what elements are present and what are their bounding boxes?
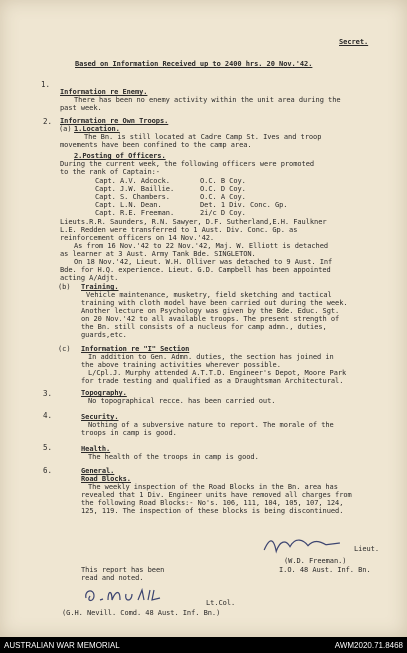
- section-1-title: Information re Enemy.: [60, 88, 148, 96]
- topography-title: Topography.: [81, 389, 127, 397]
- posting-paragraph-line: On 18 Nov.'42, Lieut. W.H. Olliver was detached to 9 Aust. Inf: [74, 258, 333, 266]
- road-blocks-line: the following Road Blocks:- No's. 106, 111, 104, 105, 107, 124,: [81, 499, 344, 507]
- subsection-a-label: (a): [59, 125, 72, 133]
- health-title: Health.: [81, 445, 111, 453]
- section-1-line: There has been no enemy activity within the unit area during the: [74, 96, 341, 104]
- road-blocks-line: 125, 119. The inspection of these blocks is being discontinued.: [81, 507, 344, 515]
- training-line: Vehicle maintenance, musketry, field sketching and tactical: [86, 291, 332, 299]
- co-signature-mark: [82, 586, 162, 606]
- io-signature: [261, 532, 342, 560]
- posting-paragraph-line: reinforcement officers on 14 Nov.'42.: [60, 234, 215, 242]
- officer-role: O.C. A Coy.: [200, 193, 246, 201]
- footer-catalog-id: AWM2020.71.8468: [334, 640, 403, 650]
- archive-footer: [0, 637, 407, 653]
- officer-role: 2i/c D Coy.: [200, 209, 246, 217]
- training-line: the Bn. still consists of a nucleus for camp admn., duties,: [81, 323, 327, 331]
- officer-name: Capt. S. Chambers.: [95, 193, 170, 201]
- section-1-line: past week.: [60, 104, 102, 112]
- posting-line: to the rank of Captain:-: [60, 168, 160, 176]
- officer-name: Capt. L.N. Dean.: [95, 201, 162, 209]
- training-line: guards,etc.: [81, 331, 127, 339]
- section-2-number: 2.: [43, 117, 53, 126]
- officer-role: Det. 1 Div. Conc. Gp.: [200, 201, 288, 209]
- co-rank: Lt.Col.: [206, 599, 236, 607]
- training-line: on 20 Nov.'42 to all available troops. The present strength of: [81, 315, 340, 323]
- i-section-line: the above training activities wherever possible.: [81, 361, 281, 369]
- subsection-c-label: (c): [58, 345, 71, 353]
- posting-paragraph-line: acting A/Adjt.: [60, 274, 119, 282]
- i-section-line: In addition to Gen. Admn. duties, the section has joined in: [88, 353, 334, 361]
- posting-paragraph-line: Lieuts.R.R. Saunders, R.N. Sawyer, D.F. Sutherland,E.H. Faulkner: [60, 218, 327, 226]
- officer-role: O.C. D Coy.: [200, 185, 246, 193]
- posting-line: During the current week, the following officers were promoted: [60, 160, 315, 168]
- location-title: 1.Location.: [74, 125, 120, 133]
- i-section-line: L/Cpl.J. Murphy attended A.T.T.D. Engineer's Depot, Moore Park: [88, 369, 347, 377]
- report-heading: Based on Information Received up to 2400 hrs. 20 Nov.'42.: [75, 60, 313, 68]
- general-title: General.: [81, 467, 115, 475]
- io-name: (W.D. Freeman.): [284, 557, 347, 565]
- section-6-number: 6.: [43, 466, 53, 475]
- topography-line: No topographical recce. has been carried out.: [88, 397, 276, 405]
- posting-paragraph-line: As from 16 Nov.'42 to 22 Nov.'42, Maj. W. Elliott is detached: [74, 242, 329, 250]
- posting-paragraph-line: L.E. Redden were transferred to 1 Aust. Div. Conc. Gp. as: [60, 226, 298, 234]
- training-title: Training.: [81, 283, 119, 291]
- location-line: The Bn. is still located at Cadre Camp St. Ives and troop: [84, 133, 322, 141]
- io-unit: I.O. 48 Aust. Inf. Bn.: [279, 566, 371, 574]
- location-line: movements have been confined to the camp area.: [60, 141, 252, 149]
- posting-paragraph-line: as learner at 3 Aust. Army Tank Bde. SINGLETON.: [60, 250, 256, 258]
- posting-paragraph-line: Bde. for H.Q. experience. Lieut. G.D. Campbell has been appointed: [60, 266, 331, 274]
- subsection-b-label: (b): [58, 283, 71, 291]
- officer-name: Capt. J.W. Baillie.: [95, 185, 175, 193]
- classification: Secret.: [339, 38, 369, 46]
- i-section-title: Information re "I" Section: [81, 345, 190, 353]
- road-blocks-title: Road Blocks.: [81, 475, 131, 483]
- health-line: The health of the troops in camp is good.: [88, 453, 259, 461]
- security-line: troops in camp is good.: [81, 429, 177, 437]
- section-4-number: 4.: [43, 411, 53, 420]
- security-line: Nothing of a subversive nature to report. The morale of the: [88, 421, 334, 429]
- i-section-line: for trade testing and qualified as a Draughtsman Architectural.: [81, 377, 344, 385]
- section-2-title: Information re Own Troops.: [60, 117, 169, 125]
- section-1-number: 1.: [41, 80, 51, 89]
- io-rank: Lieut.: [354, 545, 379, 553]
- footer-source: AUSTRALIAN WAR MEMORIAL: [4, 640, 120, 650]
- road-blocks-line: The weekly inspection of the Road Blocks in the Bn. area has: [88, 483, 338, 491]
- co-name-line: (G.H. Nevill. Comd. 48 Aust. Inf. Bn.): [62, 609, 221, 617]
- security-title: Security.: [81, 413, 119, 421]
- posting-title: 2.Posting of Officers.: [74, 152, 166, 160]
- noted-line: This report has been: [81, 566, 165, 574]
- noted-line: read and noted.: [81, 574, 144, 582]
- section-3-number: 3.: [43, 389, 53, 398]
- training-line: Another lecture on Psychology was given by the Bde. Educ. Sgt.: [81, 307, 340, 315]
- officer-name: Capt. A.V. Adcock.: [95, 177, 170, 185]
- io-signature-mark: [261, 532, 342, 556]
- officer-role: O.C. B Coy.: [200, 177, 246, 185]
- road-blocks-line: revealed that 1 Div. Engineer units have removed all charges from: [81, 491, 352, 499]
- co-signature: [82, 586, 162, 610]
- training-line: training with cloth model have been carried out during the week.: [81, 299, 348, 307]
- section-5-number: 5.: [43, 443, 53, 452]
- officer-name: Capt. R.E. Freeman.: [95, 209, 175, 217]
